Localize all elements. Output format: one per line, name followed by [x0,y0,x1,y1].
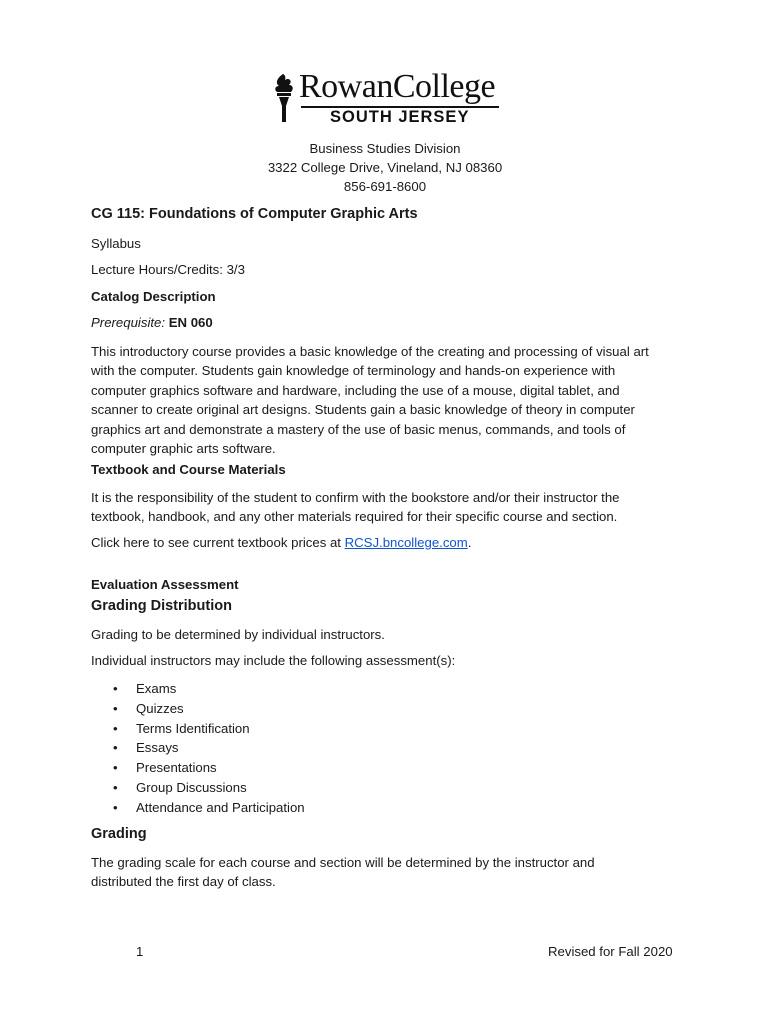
list-item: • Terms Identification [113,719,305,739]
description-line: graphics art and demonstrate a mastery of the use of basic menus, commands, and tools of [91,421,626,437]
logo-wordmark: RowanCollege [299,68,496,105]
revision-note: Revised for Fall 2020 [548,944,673,959]
textbook-text [91,488,691,527]
page-number: 1 [136,944,144,959]
division-name: Business Studies Division [309,141,461,156]
list-item: • Attendance and Participation [113,798,305,818]
list-item: • Exams [113,679,305,699]
description-line: with the computer. Students gain knowledge of terminology and hands-on experience with [91,363,616,379]
bullet-icon: • [113,760,118,776]
textbook-line: It is the responsibility of the student to confirm with the bookstore and/or their instructor the [91,490,620,505]
torch-logo-icon [271,72,297,124]
textbook-heading: Textbook and Course Materials [91,462,286,477]
catalog-heading: Catalog Description [91,289,216,304]
grading-distribution-heading: Grading Distribution [91,598,232,614]
catalog-description [91,342,691,458]
prerequisite-label: Prerequisite: [91,315,166,330]
grading-line: distributed the first day of class. [91,874,276,890]
grading-heading: Grading [91,826,147,842]
lecture-hours-credits: Lecture Hours/Credits: 3/3 [91,262,245,277]
assessment-list [113,679,305,818]
list-item: • Essays [113,738,305,758]
prices-suffix: . [467,535,472,550]
bullet-icon: • [113,779,118,795]
bullet-icon: • [113,799,118,815]
description-line: computer graphic arts software. [91,441,276,457]
prerequisite-value: EN 060 [168,315,213,330]
textbook-line: textbook, handbook, and any other materials required for their specific course and section. [91,509,618,525]
description-line: This introductory course provides a basic knowledge of the creating and processing of visual art [91,344,649,359]
textbook-prices-line [91,535,691,550]
description-line: computer graphics software and hardware, including the use of a mouse, digital tablet, and [91,382,620,398]
bullet-icon: • [113,740,118,756]
assessments-intro: Individual instructors may include the following assessment(s): [91,653,456,668]
grading-determined-line: Grading to be determined by individual instructors. [91,627,385,642]
bullet-icon: • [113,681,118,696]
bullet-icon: • [113,700,118,716]
grading-text [91,853,691,892]
course-title: CG 115: Foundations of Computer Graphic Arts [91,206,418,222]
prerequisite-line [91,315,691,330]
syllabus-label: Syllabus [91,236,141,251]
prices-prefix: Click here to see current textbook prices at [91,535,345,550]
college-logo [271,70,503,130]
list-item: • Quizzes [113,699,305,719]
bookstore-link[interactable]: RCSJ.bncollege.com [344,535,468,550]
description-line: scanner to create original art designs. Students gain a basic knowledge of theory in computer [91,402,635,418]
list-item: • Presentations [113,758,305,778]
grading-line: The grading scale for each course and section will be determined by the instructor and [91,855,595,870]
list-item: • Group Discussions [113,778,305,798]
division-phone: 856-691-8600 [343,179,427,194]
bullet-icon: • [113,720,118,736]
logo-subtitle: SOUTH JERSEY [330,108,470,126]
evaluation-heading: Evaluation Assessment [91,577,239,592]
division-address: 3322 College Drive, Vineland, NJ 08360 [267,160,503,175]
